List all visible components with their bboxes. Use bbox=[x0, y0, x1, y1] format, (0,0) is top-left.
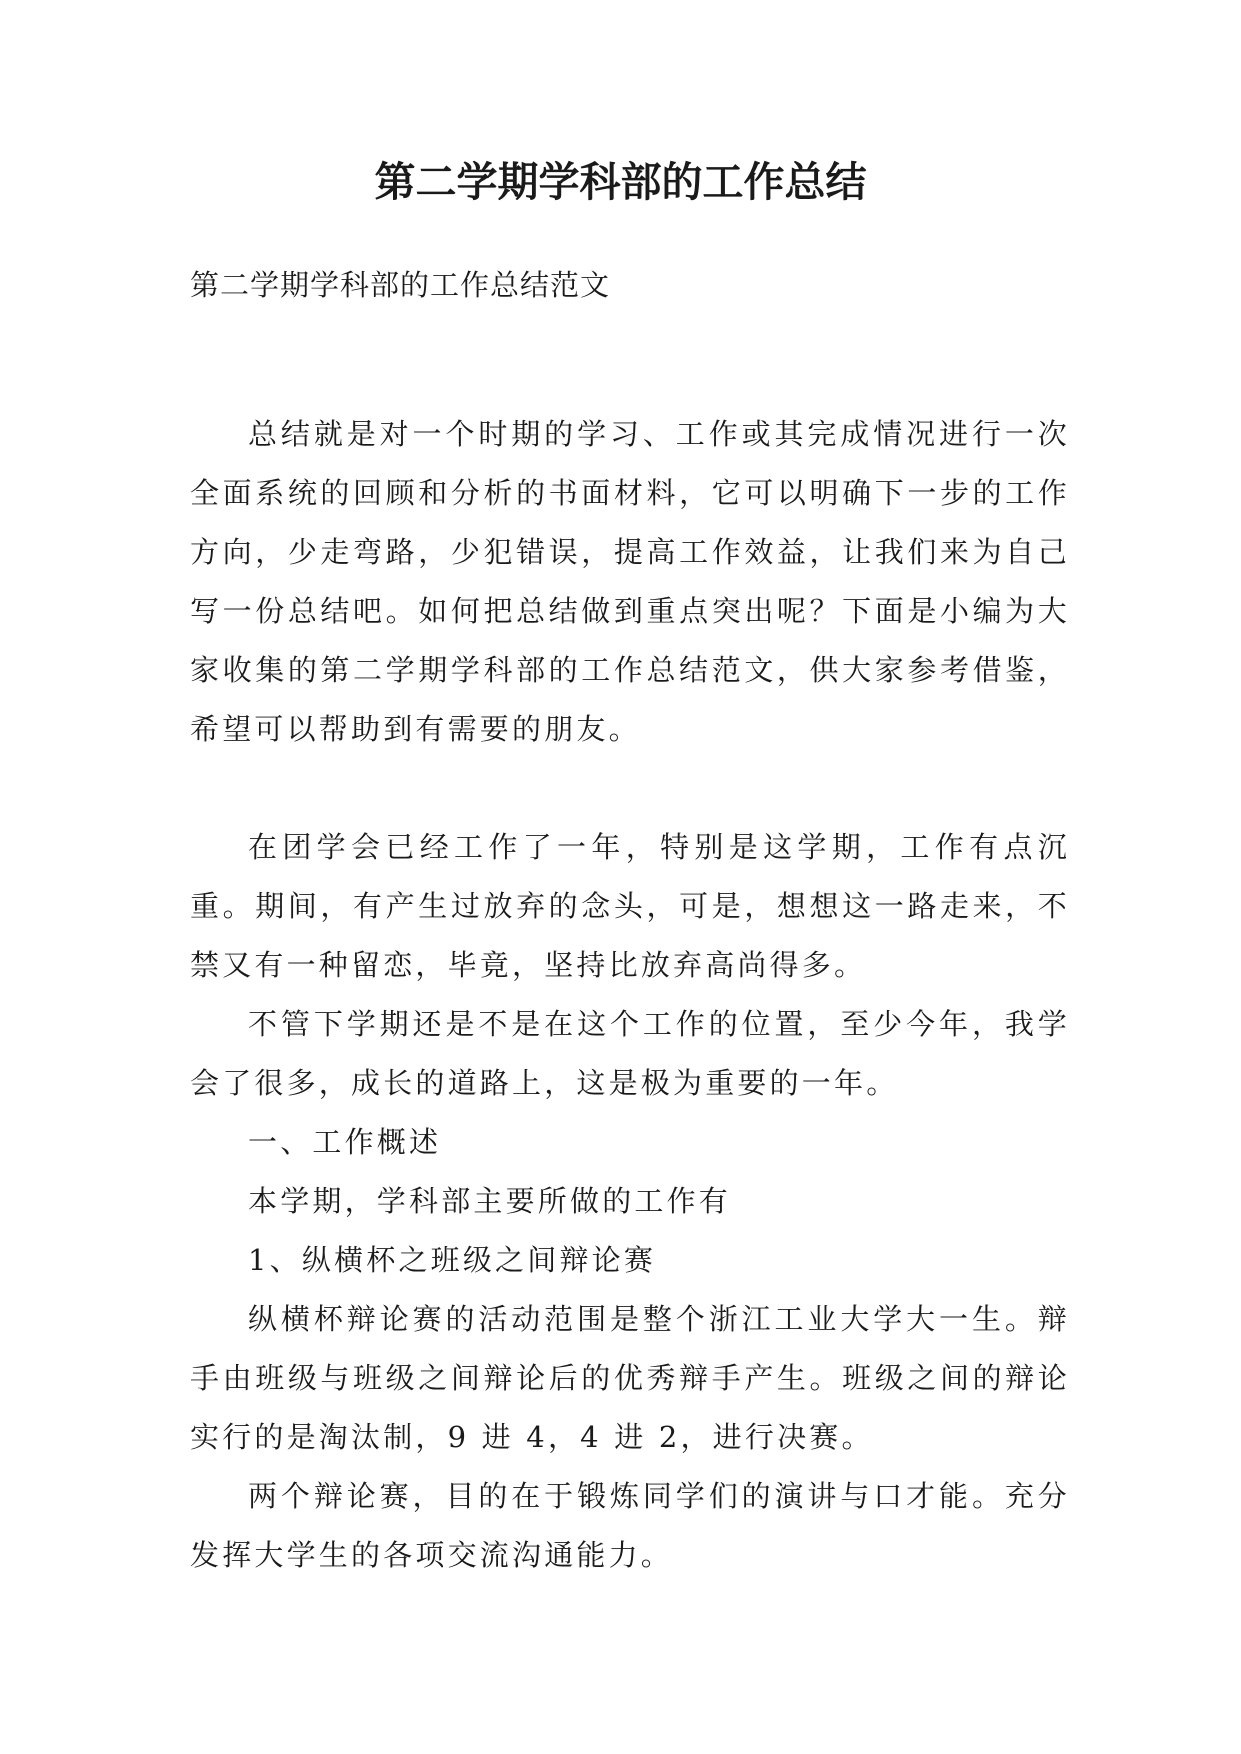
paragraph-reflection: 在团学会已经工作了一年，特别是这学期，工作有点沉重。期间，有产生过放弃的念头，可是，想想这一路走来，不禁又有一种留恋，毕竟，坚持比放弃高尚得多。 bbox=[190, 830, 1070, 982]
list-item-debate: 1、纵横杯之班级之间辩论赛 bbox=[248, 1243, 657, 1277]
paragraph-debate-purpose: 两个辩论赛，目的在于锻炼同学们的演讲与口才能。充分发挥大学生的各项交流沟通能力。 bbox=[190, 1479, 1070, 1572]
paragraph-work-list-intro: 本学期，学科部主要所做的工作有 bbox=[248, 1184, 732, 1218]
document-title: 第二学期学科部的工作总结 bbox=[374, 158, 867, 206]
paragraph-intro: 总结就是对一个时期的学习、工作或其完成情况进行一次全面系统的回顾和分析的书面材料，它可以明确下一步的工作方向，少走弯路，少犯错误，提高工作效益，让我们来为自己写一份总结吧。如何把总结做到重点突出呢？下面是小编为大家收集的第二学期学科部的工作总结范文，供大家参考借鉴，希望可以帮助到有需要的朋友。 bbox=[190, 417, 1070, 746]
paragraph-growth: 不管下学期还是不是在这个工作的位置，至少今年，我学会了很多，成长的道路上，这是极为重要的一年。 bbox=[190, 1007, 1070, 1100]
document-body bbox=[190, 405, 1070, 1585]
section-heading-overview: 一、工作概述 bbox=[248, 1125, 442, 1159]
document-subtitle: 第二学期学科部的工作总结范文 bbox=[190, 268, 611, 302]
paragraph-debate-scope: 纵横杯辩论赛的活动范围是整个浙江工业大学大一生。辩手由班级与班级之间辩论后的优秀辩手产生。班级之间的辩论实行的是淘汰制，9 进 4，4 进 2，进行决赛。 bbox=[190, 1302, 1070, 1454]
